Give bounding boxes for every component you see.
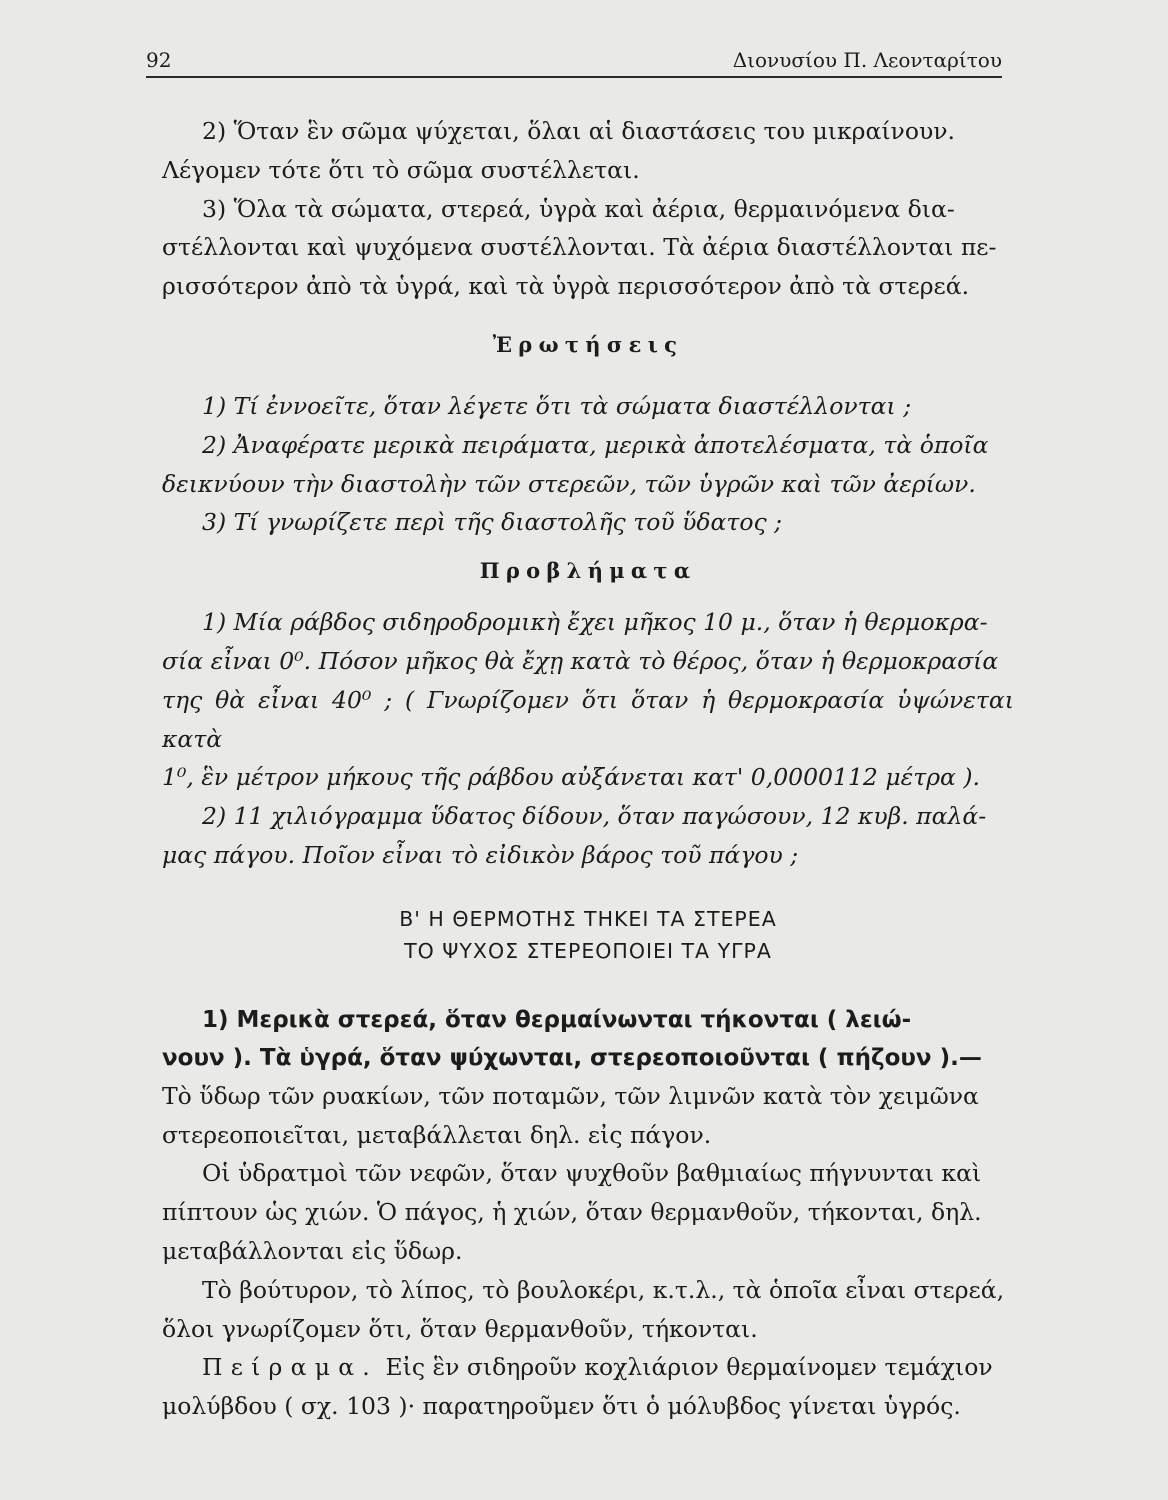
problem-1-line-3: της θὰ εἶναι 40⁰ ; ( Γνωρίζομεν ὅτι ὅταν ἡ θερμοκρασία ὑψώνεται κατὰ [162, 685, 1014, 753]
intro-point-3-line-3: ρισσότερον ἀπὸ τὰ ὑγρά, καὶ τὰ ὑγρὰ περισσότερον ἀπὸ τὰ στερεά. [162, 272, 970, 301]
intro-point-3-line-2: στέλλονται καὶ ψυχόμενα συστέλλονται. Τὰ ἀέρια διαστέλλονται πε- [162, 233, 997, 262]
intro-point-3-line-1: 3) Ὅλα τὰ σώματα, στερεά, ὑγρὰ καὶ ἀέρια, θερμαινόμενα δια- [202, 194, 955, 223]
question-2-line-2: δεικνύουν τὴν διαστολὴν τῶν στερεῶν, τῶν ὑγρῶν καὶ τῶν ἀερίων. [162, 469, 976, 498]
experiment-text-1: Εἰς ἓν σιδηροῦν κοχλιάριον θερμαίνομεν τεμάχιον [385, 1353, 993, 1382]
header-rule [146, 76, 1002, 78]
section-vapour-line-3: μεταβάλλονται εἰς ὕδωρ. [162, 1236, 463, 1265]
section-butter-line-1: Τὸ βούτυρον, τὸ λίπος, τὸ βουλοκέρι, κ.τ.λ., τὰ ὁποῖα εἶναι στερεά, [202, 1275, 1005, 1304]
section-butter-line-2: ὅλοι γνωρίζομεν ὅτι, ὅταν θερμανθοῦν, τήκονται. [162, 1314, 758, 1343]
section-vapour-line-1: Οἱ ὑδρατμοὶ τῶν νεφῶν, ὅταν ψυχθοῦν βαθμιαίως πήγνυνται καὶ [202, 1159, 982, 1188]
chapter-title-line-2: ΤΟ ΨΥΧΟΣ ΣΤΕΡΕΟΠΟΙΕΙ ΤΑ ΥΓΡΑ [404, 938, 772, 963]
section-bold-line-1: 1) Μερικὰ στερεά, ὅταν θερμαίνωνται τήκονται ( λειώ- [202, 1006, 912, 1033]
problems-heading: Προβλήματα [479, 558, 697, 584]
page-body [162, 112, 1014, 1426]
problem-2-line-1: 2) 11 χιλιόγραμμα ὕδατος δίδουν, ὅταν παγώσουν, 12 κυβ. παλά- [202, 802, 987, 831]
experiment-label: Πείραμα. [202, 1353, 378, 1382]
page-number: 92 [146, 48, 172, 72]
intro-point-2-line-1: 2) Ὅταν ἓν σῶμα ψύχεται, ὅλαι αἱ διαστάσεις του μικραίνουν. [202, 117, 956, 145]
page-header [146, 40, 1002, 78]
experiment-line-2: μολύβδου ( σχ. 103 )· παρατηροῦμεν ὅτι ὁ μόλυβδος γίνεται ὑγρός. [162, 1392, 961, 1421]
problem-1-line-4: 1⁰, ἓν μέτρον μήκους τῆς ράβδου αὐξάνεται κατ' 0,0000112 μέτρα ). [162, 763, 981, 792]
question-2-line-1: 2) Ἀναφέρατε μερικὰ πειράματα, μερικὰ ἀποτελέσματα, τὰ ὁποῖα [202, 430, 989, 459]
section-bold-line-2: νουν ). Τὰ ὑγρά, ὅταν ψύχωνται, στερεοποιοῦνται ( πήζουν ).— [162, 1044, 982, 1071]
problem-2-line-2: μας πάγου. Ποῖον εἶναι τὸ εἰδικὸν βάρος τοῦ πάγου ; [162, 840, 799, 869]
question-1: 1) Τί ἐννοεῖτε, ὅταν λέγετε ὅτι τὰ σώματα διαστέλλονται ; [202, 391, 912, 420]
intro-point-2-line-2: Λέγομεν τότε ὅτι τὸ σῶμα συστέλλεται. [162, 155, 640, 184]
problem-1-line-2: σία εἶναι 0⁰. Πόσον μῆκος θὰ ἔχῃ κατὰ τὸ θέρος, ὅταν ἡ θερμοκρασία [162, 646, 999, 675]
question-3: 3) Τί γνωρίζετε περὶ τῆς διαστολῆς τοῦ ὕδατος ; [202, 508, 783, 537]
section-text-line-1: Τὸ ὕδωρ τῶν ρυακίων, τῶν ποταμῶν, τῶν λιμνῶν κατὰ τὸν χειμῶνα [162, 1081, 979, 1110]
section-vapour-line-2: πίπτουν ὡς χιών. Ὁ πάγος, ἡ χιών, ὅταν θερμανθοῦν, τήκονται, δηλ. [162, 1198, 982, 1227]
running-title: Διονυσίου Π. Λεονταρίτου [732, 48, 1002, 72]
questions-heading: Ἐρωτήσεις [492, 331, 684, 357]
chapter-title-line-1: Β' Η ΘΕΡΜΟΤΗΣ ΤΗΚΕΙ ΤΑ ΣΤΕΡΕΑ [399, 906, 777, 931]
experiment-line-1 [162, 1348, 1014, 1387]
problem-1-line-1: 1) Μία ράβδος σιδηροδρομικὴ ἔχει μῆκος 10 μ., ὅταν ἡ θερμοκρα- [202, 608, 988, 637]
section-text-line-2: στερεοποιεῖται, μεταβάλλεται δηλ. εἰς πάγον. [162, 1120, 712, 1149]
